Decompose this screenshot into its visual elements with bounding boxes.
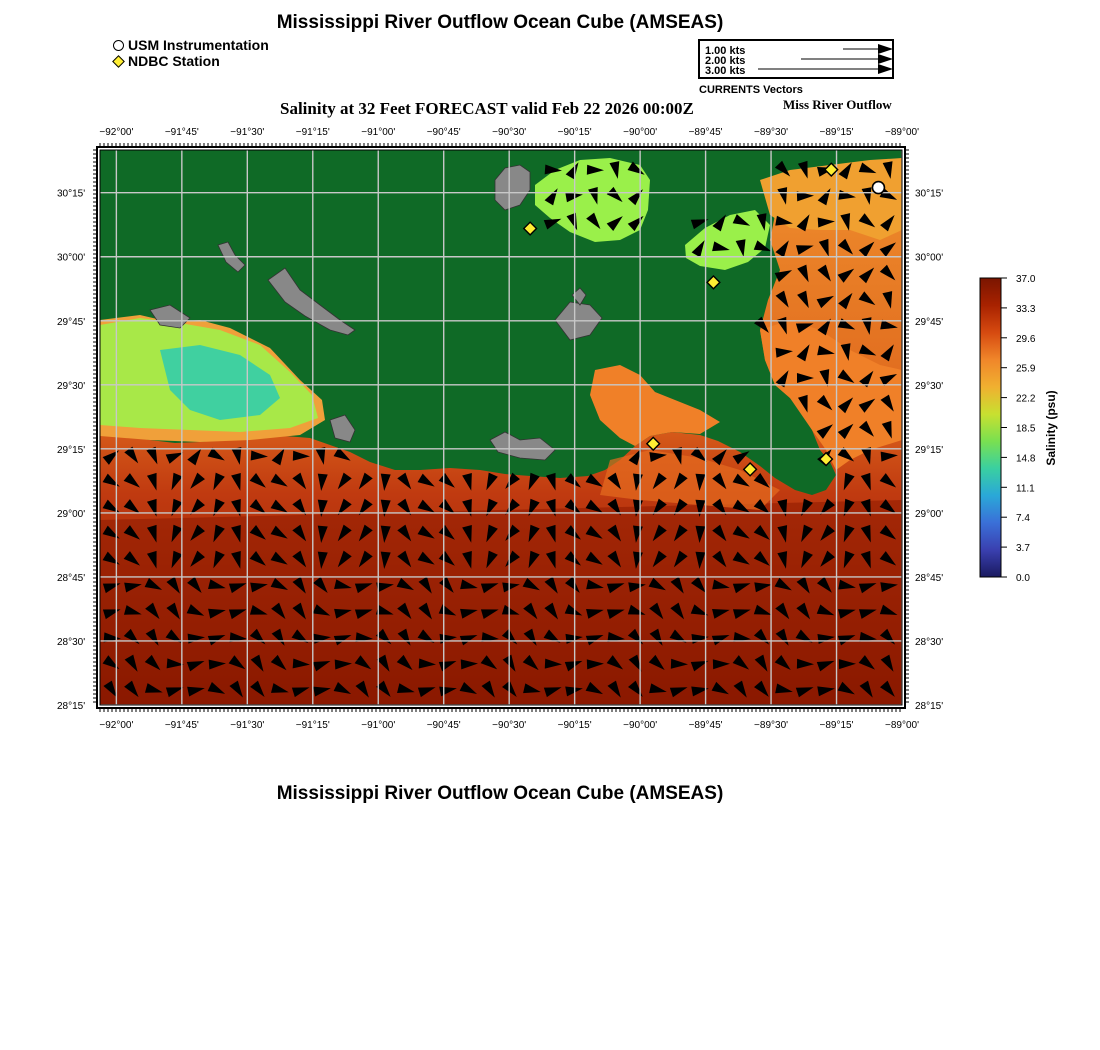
lon-label: −89°30' [754, 720, 789, 731]
map-subtitle: Salinity at 32 Feet FORECAST valid Feb 22 2026 00:00Z [280, 99, 694, 118]
lon-label: −91°00' [361, 127, 396, 138]
colorbar-tick-label: 0.0 [1016, 573, 1030, 584]
lon-label: −90°45' [426, 720, 461, 731]
usm-station-marker [872, 182, 884, 194]
lat-label: 30°00' [57, 252, 86, 264]
map-area [100, 150, 902, 705]
legend-usm-label: USM Instrumentation [128, 37, 269, 53]
lat-label: 29°30' [915, 380, 944, 392]
lat-label: 30°15' [915, 188, 944, 200]
lon-label: −91°30' [230, 127, 265, 138]
colorbar-tick-label: 7.4 [1016, 513, 1030, 525]
lat-label: 28°45' [57, 572, 86, 584]
lon-label: −90°30' [492, 720, 527, 731]
lon-label: −91°30' [230, 720, 265, 731]
lat-label: 29°00' [57, 508, 86, 520]
colorbar-tick-label: 14.8 [1016, 453, 1036, 465]
lon-label: −89°15' [819, 720, 854, 731]
lon-label: −89°00' [885, 127, 919, 138]
lat-label: 29°15' [57, 444, 86, 456]
lon-label: −91°15' [295, 127, 330, 138]
colorbar-tick-label: 33.3 [1016, 303, 1036, 315]
lon-label: −91°45' [164, 127, 199, 138]
colorbar [980, 274, 1058, 584]
lat-label: 28°30' [57, 636, 86, 648]
lon-label: −90°00' [623, 720, 658, 731]
repeat-title: Mississippi River Outflow Ocean Cube (AMSEAS) [276, 783, 724, 804]
lat-label: 28°15' [915, 701, 944, 712]
lon-label: −89°30' [754, 127, 789, 138]
lon-label: −90°00' [623, 127, 658, 138]
lat-label: 30°15' [57, 188, 86, 200]
page-title: Mississippi River Outflow Ocean Cube (AMSEAS) [276, 12, 724, 33]
lat-labels-right [915, 189, 943, 712]
colorbar-tick-label: 3.7 [1016, 543, 1030, 555]
lat-label: 28°30' [915, 636, 944, 648]
lon-label: −91°15' [295, 720, 330, 731]
colorbar-ticks [1001, 274, 1036, 584]
lat-label: 30°00' [915, 252, 944, 264]
colorbar-tick-label: 22.2 [1016, 393, 1036, 405]
lon-labels-top [99, 127, 919, 138]
lon-label: −89°45' [688, 127, 723, 138]
vector-key-row-1: 1.00 kts [705, 45, 746, 57]
colorbar-tick-label: 18.5 [1016, 423, 1036, 435]
lat-labels-left [57, 189, 85, 712]
colorbar-tick-label: 37.0 [1016, 274, 1036, 285]
lat-label: 29°30' [57, 380, 86, 392]
lon-label: −89°00' [885, 720, 919, 731]
colorbar-tick-label: 11.1 [1016, 483, 1035, 495]
lon-label: −92°00' [99, 127, 134, 138]
lat-label: 29°45' [915, 316, 944, 328]
lat-label: 28°15' [57, 701, 86, 712]
lat-label: 29°45' [57, 316, 86, 328]
lat-label: 28°45' [915, 572, 944, 584]
lon-label: −92°00' [99, 720, 134, 731]
side-note: Miss River Outflow [783, 97, 892, 112]
colorbar-tick-label: 29.6 [1016, 333, 1036, 345]
colorbar-label: Salinity (psu) [1044, 390, 1058, 466]
vector-key-row-3: 3.00 kts [705, 65, 746, 77]
lon-label: −90°45' [426, 127, 461, 138]
colorbar-bar [980, 278, 1001, 577]
lat-label: 29°00' [915, 508, 944, 520]
lon-label: −90°15' [557, 720, 592, 731]
lon-label: −89°15' [819, 127, 854, 138]
lon-label: −91°00' [361, 720, 396, 731]
lon-label: −91°45' [164, 720, 199, 731]
usm-marker [872, 182, 884, 194]
vector-key-row-2: 2.00 kts [705, 55, 746, 67]
colorbar-tick-label: 25.9 [1016, 363, 1036, 375]
lon-label: −90°15' [557, 127, 592, 138]
vector-key-caption: CURRENTS Vectors [699, 84, 803, 96]
lon-label: −90°30' [492, 127, 527, 138]
lat-label: 29°15' [915, 444, 944, 456]
legend-ndbc-label: NDBC Station [128, 53, 220, 69]
lon-labels-bottom [99, 720, 919, 731]
lon-label: −89°45' [688, 720, 723, 731]
